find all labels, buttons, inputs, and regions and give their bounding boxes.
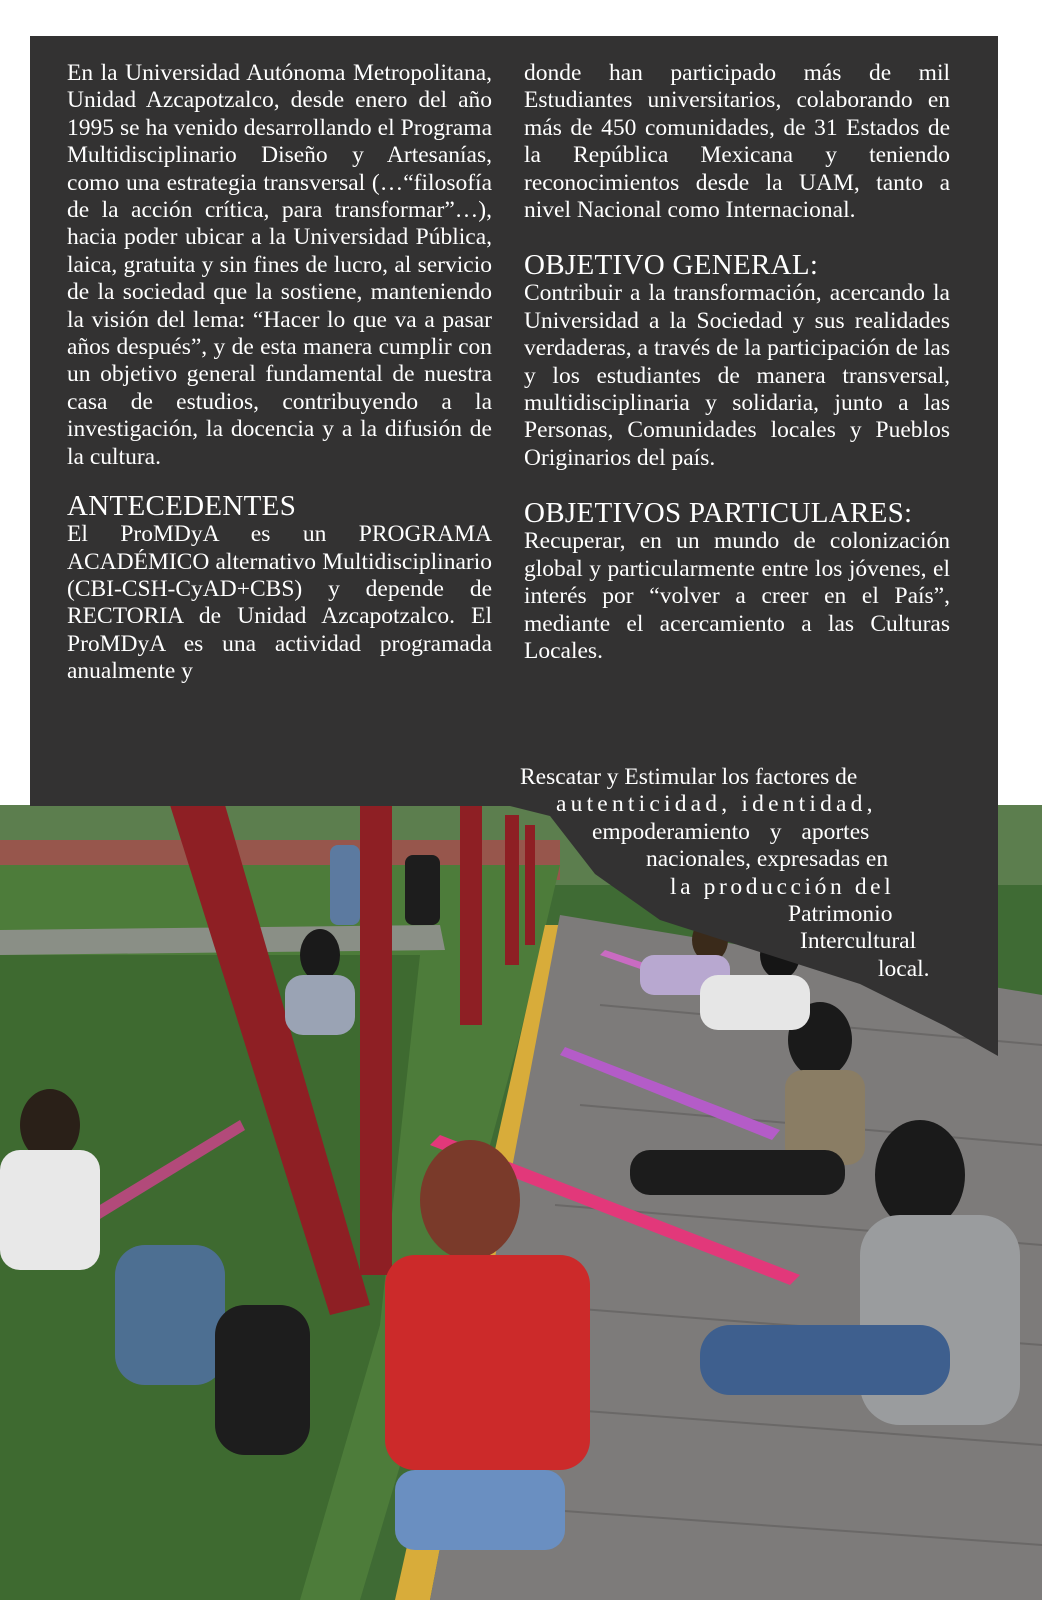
rescatar-line: Rescatar y Estimular los factores de [520, 764, 858, 790]
rescatar-line: Patrimonio [788, 901, 893, 928]
rescatar-line: nacionales, expresadas en [646, 846, 889, 873]
intro-paragraph: En la Universidad Autónoma Metropolitana, Unidad Azcapotzalco, desde enero del año 1995 se ha venido desarrollando el Programa Multidisciplinario Diseño y Artesanías, como una estrategia transversal (…“filosofía de la acción crítica, para transformar”…), hacia poder ubicar a la Universidad Pública, laica, gratuita y sin fines de lucro, al servicio de la sociedad que la sostiene, manteniendo la visión del lema: “Hacer lo que va a pasar años después”, y de esta manera cumplir con un objetivo general fundamental de nuestra casa de estudios, contribuyendo a la investigación, la docencia y a la difusión de la cultura. [67, 60, 492, 470]
objetivos-particulares-paragraph: Recuperar, en un mundo de colonización global y particularmente entre los jóvenes, el interés por “volver a creer en el País”, mediante el acercamiento a las Culturas Locales. [524, 528, 950, 664]
rescatar-line: empoderamiento y aportes [592, 818, 870, 845]
right-column [524, 60, 950, 665]
objetivo-general-paragraph: Contribuir a la transformación, acercando la Universidad a la Sociedad y sus realidades verdaderas, a través de la participación de las y los estudiantes de manera transversal, multidisciplinaria y solidaria, junto a las Personas, Comunidades locales y Pueblos Originarios del país. [524, 280, 950, 471]
objetivos-particulares-heading: OBJETIVOS PARTICULARES: [524, 497, 913, 530]
continuation-paragraph: donde han participado más de mil Estudiantes universitarios, colaborando en más de 450 comunidades, de 31 Estados de la República Mexicana y teniendo reconocimientos desde la UAM, tanto a nivel Nacional como Internacional. [524, 60, 950, 224]
rescatar-line: Intercultural [800, 928, 917, 955]
antecedentes-heading: ANTECEDENTES [67, 490, 297, 523]
rescatar-line: la producción del [670, 873, 895, 900]
rescatar-line: local. [878, 955, 930, 982]
left-column [67, 60, 492, 686]
antecedentes-paragraph: El ProMDyA es un PROGRAMA ACADÉMICO alternativo Multidisciplinario (CBI-CSH-CyAD+CBS) y depende de RECTORIA de Unidad Azcapotzalco. El ProMDyA es una actividad programada anualmente y [67, 521, 492, 685]
rescatar-paragraph [520, 764, 940, 983]
rescatar-line: autenticidad, identidad, [556, 791, 877, 818]
objetivo-general-heading: OBJETIVO GENERAL: [524, 249, 819, 282]
